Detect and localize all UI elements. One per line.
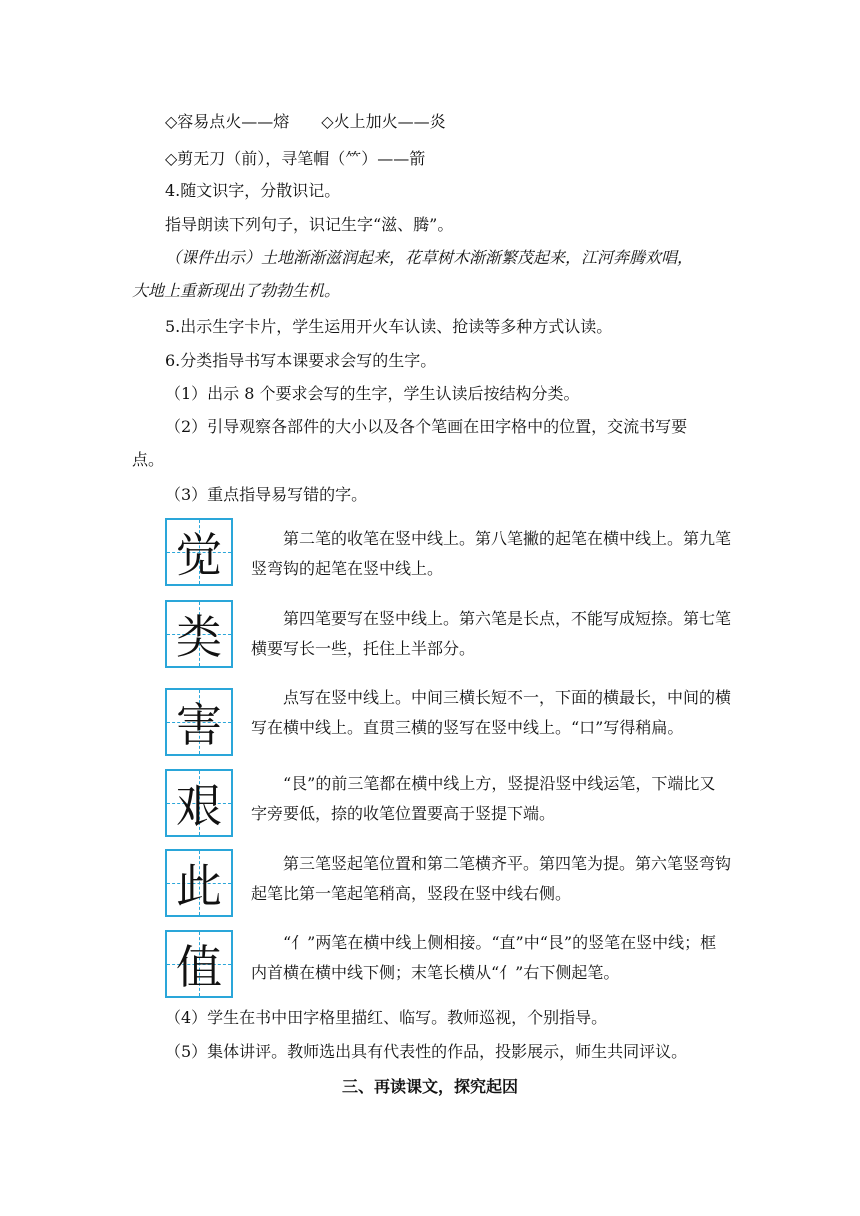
line-3: 指导朗读下列句子，识记生字“滋、腾”。 (165, 215, 454, 234)
grid-character: 类 (176, 610, 222, 664)
line-9: （2）引导观察各部件的大小以及各个笔画在田字格中的位置，交流书写要 (165, 417, 688, 436)
char-grid-jue (165, 518, 233, 586)
grid-character: 艰 (176, 779, 222, 833)
line-0: ◇容易点火——熔 ◇火上加火——炎 (165, 112, 446, 131)
char-grid-ci (165, 849, 233, 917)
char-desc: “亻”两笔在横中线上侧相接。“直”中“⾉”的竖笔在竖中线；框内首横在横中线下侧；末笔长横从“亻”右下侧起笔。 (251, 933, 717, 982)
line-8: （1）出示 8 个要求会写的生字，学生认读后按结构分类。 (165, 384, 580, 403)
char-desc: “艮”的前三笔都在横中线上方，竖提沿竖中线运笔，下端比又字旁要低，捺的收笔位置要高于竖提下端。 (251, 774, 716, 823)
char-grid-zhi (165, 930, 233, 998)
line-5: 大地上重新现出了勃勃生机。 (132, 281, 341, 300)
char-desc: 第二笔的收笔在竖中线上。第八笔撇的起笔在横中线上。第九笔竖弯钩的起笔在竖中线上。 (251, 529, 732, 578)
char-grid-hai (165, 688, 233, 756)
line-11: （3）重点指导易写错的字。 (165, 485, 368, 504)
char-grid-jian (165, 769, 233, 837)
char-desc: 第四笔要写在竖中线上。第六笔是长点，不能写成短捺。第七笔横要写长一些，托住上半部分。 (251, 609, 732, 658)
line-10: 点。 (132, 450, 165, 469)
line-after-0: （4）学生在书中田字格里描红、临写。教师巡视，个别指导。 (165, 1008, 608, 1027)
line-2: 4.随文识字，分散识记。 (165, 181, 341, 200)
char-desc: 点写在竖中线上。中间三横长短不一，下面的横最长，中间的横写在横中线上。直贯三横的竖写在竖中线上。“口”写得稍扁。 (251, 688, 732, 737)
section-heading: 三、再读课文，探究起因 (341, 1077, 518, 1096)
grid-character: 害 (176, 698, 222, 752)
line-4: （课件出示）土地渐渐滋润起来，花草树木渐渐繁茂起来，江河奔腾欢唱， (165, 248, 694, 267)
grid-character: 值 (176, 940, 222, 994)
line-after-1: （5）集体讲评。教师选出具有代表性的作品，投影展示，师生共同评议。 (165, 1042, 688, 1061)
grid-character: 觉 (176, 528, 222, 582)
line-6: 5.出示生字卡片，学生运用开火车认读、抢读等多种方式认读。 (165, 317, 613, 336)
char-grid-lei (165, 600, 233, 668)
line-7: 6.分类指导书写本课要求会写的生字。 (165, 351, 437, 370)
grid-character: 此 (176, 859, 222, 913)
line-1: ◇剪无刀（前），寻笔帽（⺮）——箭 (165, 149, 426, 168)
char-desc: 第三笔竖起笔位置和第二笔横齐平。第四笔为提。第六笔竖弯钩起笔比第一笔起笔稍高，竖段在竖中线右侧。 (251, 854, 732, 903)
